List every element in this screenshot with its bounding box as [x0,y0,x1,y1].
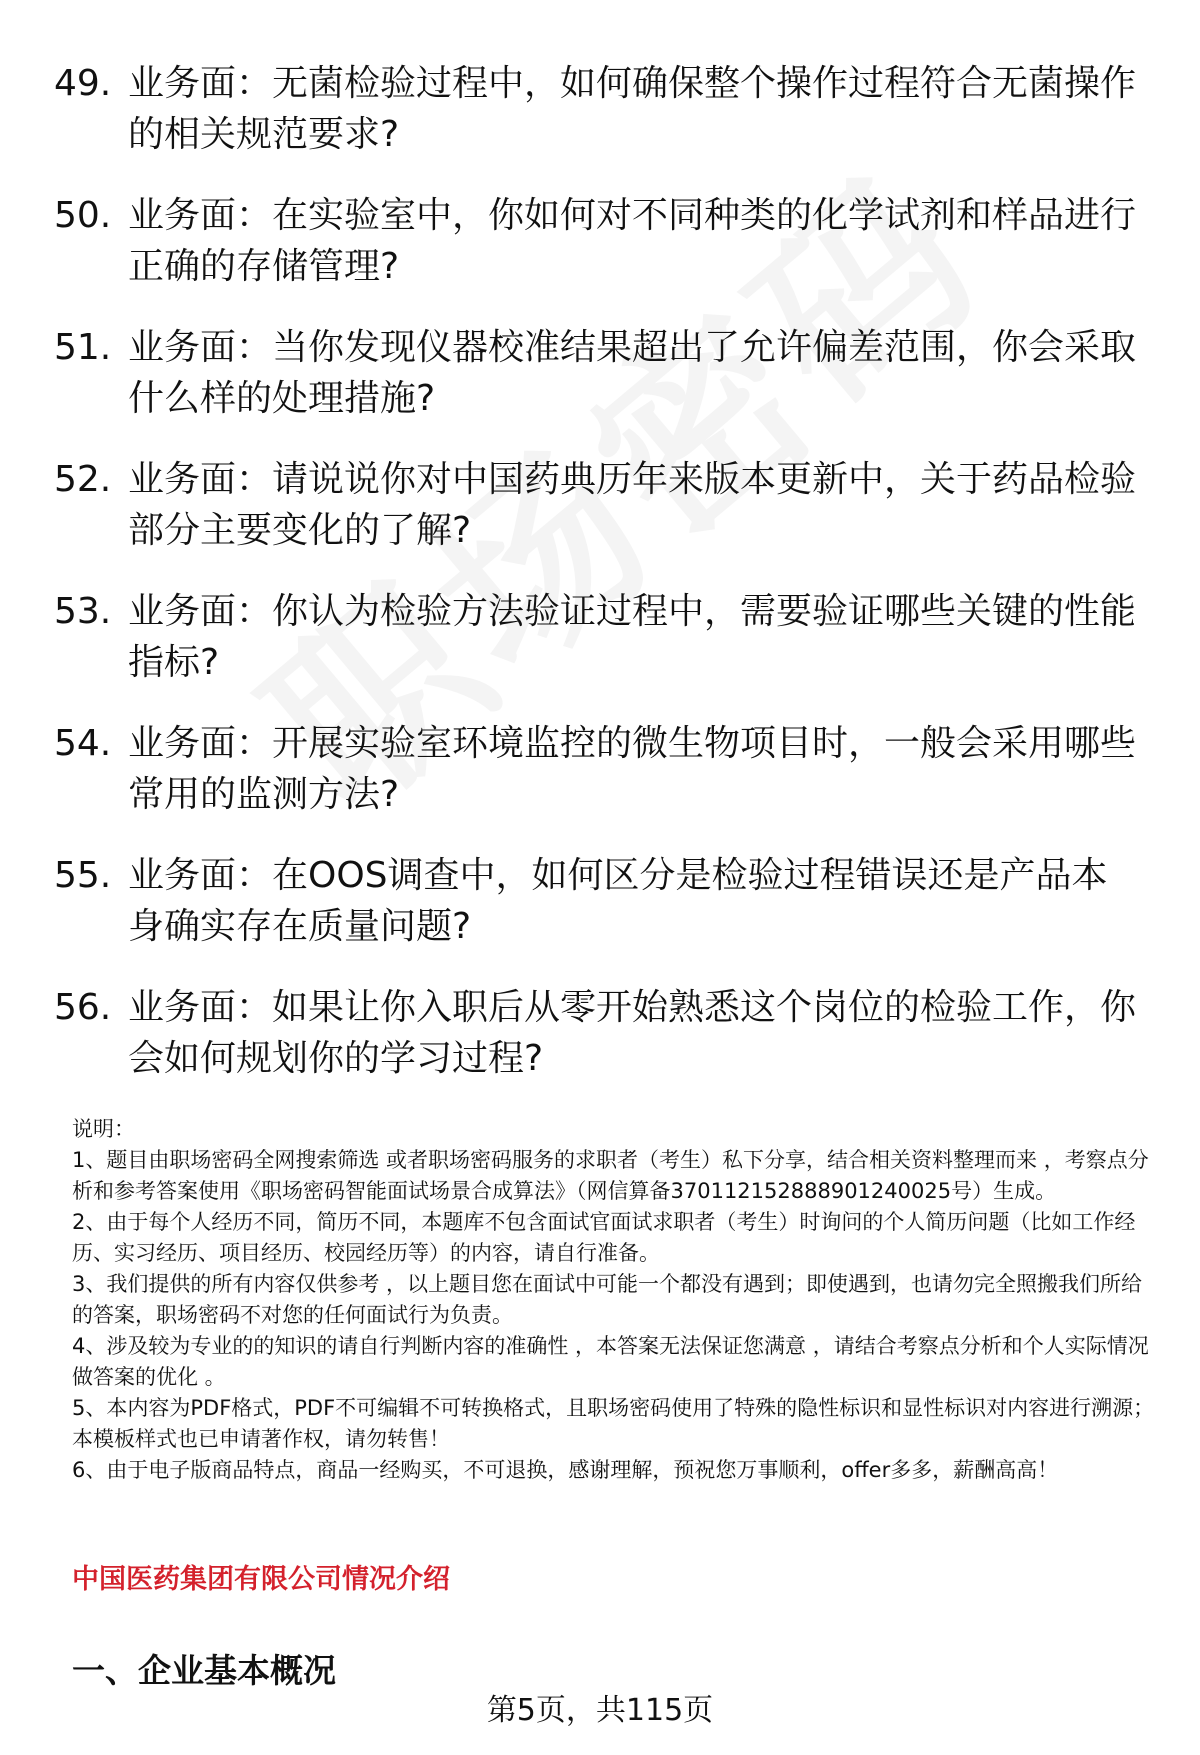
question-text: 业务面：你认为检验方法验证过程中，需要验证哪些关键的性能指标? [128,591,1137,683]
question-number: 53. [54,591,112,632]
question-text: 业务面：在OOS调查中，如何区分是检验过程错误还是产品本身确实存在质量问题? [128,855,1108,947]
section-heading: 一、企业基本概况 [72,1651,336,1690]
question-text: 业务面：在实验室中，你如何对不同种类的化学试剂和样品进行正确的存储管理? [128,195,1137,287]
question-item [0,718,1200,820]
notes-heading: 说明： [72,1117,135,1141]
note-item: 5、本内容为PDF格式，PDF不可编辑不可转换格式，且职场密码使用了特殊的隐性标识和显性标识对内容进行溯源；本模板样式也已申请著作权，请勿转售！ [72,1396,1155,1451]
question-item [0,982,1200,1084]
page-number: 第5页，共115页 [486,1693,714,1728]
question-item [0,58,1200,160]
question-number: 54. [54,723,112,764]
question-text: 业务面：如果让你入职后从零开始熟悉这个岗位的检验工作，你会如何规划你的学习过程? [128,987,1137,1079]
note-item: 4、涉及较为专业的的知识的请自行判断内容的准确性 ，本答案无法保证您满意 ，请结合考察点分析和个人实际情况做答案的优化 。 [72,1334,1149,1389]
question-number: 51. [54,327,112,368]
note-item: 6、由于电子版商品特点，商品一经购买，不可退换，感谢理解，预祝您万事顺利，offer多多，薪酬高高！ [72,1458,1059,1482]
question-text: 业务面：请说说你对中国药典历年来版本更新中，关于药品检验部分主要变化的了解? [128,459,1137,551]
question-item [0,850,1200,952]
note-item: 2、由于每个人经历不同，简历不同，本题库不包含面试官面试求职者（考生）时询问的个人简历问题（比如工作经历、实习经历、项目经历、校园经历等）的内容，请自行准备。 [72,1210,1136,1265]
question-item [0,190,1200,292]
question-item [0,322,1200,424]
question-number: 56. [54,987,112,1028]
question-number: 50. [54,195,112,236]
question-text: 业务面：当你发现仪器校准结果超出了允许偏差范围，你会采取什么样的处理措施? [128,327,1137,419]
question-number: 49. [54,63,112,104]
note-item: 1、题目由职场密码全网搜索筛选 或者职场密码服务的求职者（考生）私下分享，结合相关资料整理而来 ，考察点分析和参考答案使用《职场密码智能面试场景合成算法》（网信算备370112152888901240025号）生成。 [72,1148,1149,1203]
question-number: 52. [54,459,112,500]
question-list [0,58,1200,1114]
question-text: 业务面：开展实验室环境监控的微生物项目时，一般会采用哪些常用的监测方法? [128,723,1137,815]
notes-section [72,1114,1162,1486]
question-item [0,454,1200,556]
note-item: 3、我们提供的所有内容仅供参考 ，以上题目您在面试中可能一个都没有遇到；即使遇到，也请勿完全照搬我们所给的答案，职场密码不对您的任何面试行为负责。 [72,1272,1143,1327]
question-text: 业务面：无菌检验过程中，如何确保整个操作过程符合无菌操作的相关规范要求? [128,63,1137,155]
question-item [0,586,1200,688]
question-number: 55. [54,855,112,896]
company-title: 中国医药集团有限公司情况介绍 [72,1564,450,1595]
